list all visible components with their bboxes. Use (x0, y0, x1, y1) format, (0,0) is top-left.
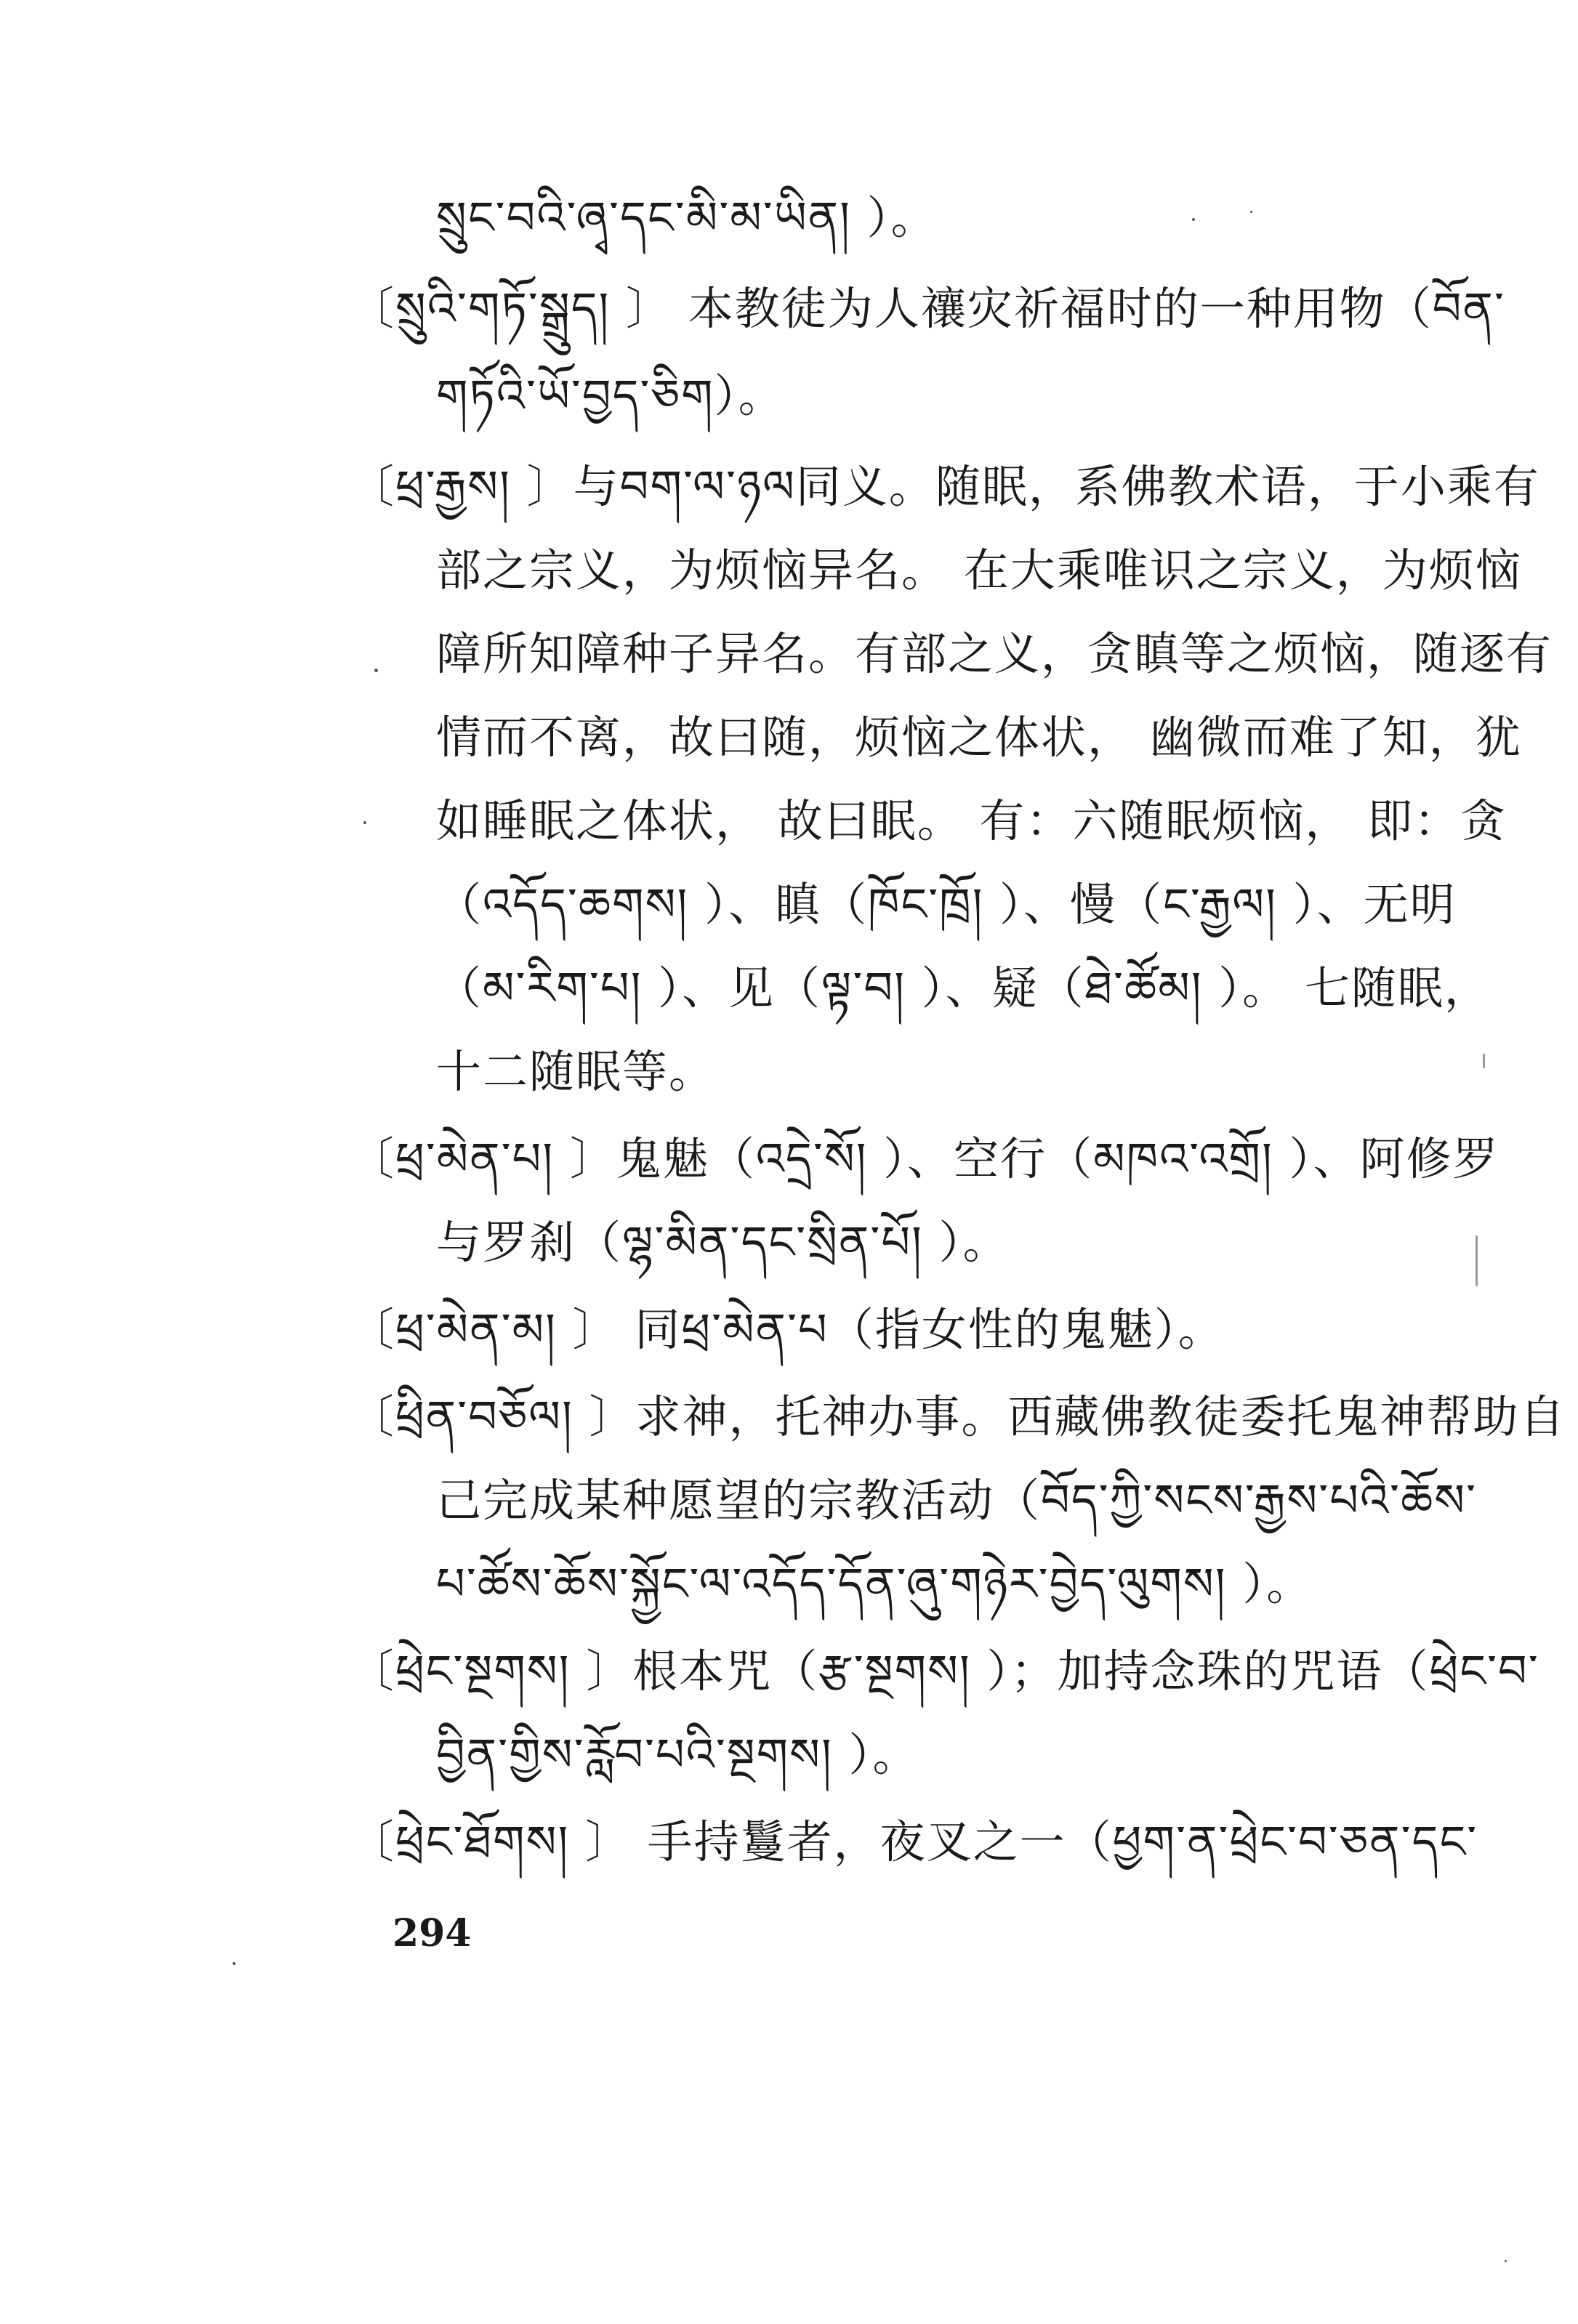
entry-headword-line-4: 〔ཕྲ་རྒྱས། 〕与བག་ལ་ཉལ同义。随眠，系佛教术语，于小乘有 (349, 460, 1540, 513)
scan-mark (1476, 1235, 1478, 1286)
text-line-9: （འདོད་ཆགས། ）、瞋（ཁོང་ཁྲོ། ）、慢（ང་རྒྱལ། ）、无明 (436, 878, 1457, 931)
text-line-16: 己完成某种愿望的宗教活动（བོད་ཀྱི་སངས་རྒྱས་པའི་ཆོས་ (436, 1474, 1478, 1527)
text-line-3: གཏོའི་ཡོ་བྱད་ཅིག）。 (436, 369, 785, 422)
scan-speck (1250, 211, 1252, 213)
scan-speck (233, 1962, 236, 1965)
scan-mark (1483, 1054, 1485, 1068)
scan-speck (374, 669, 378, 672)
entry-headword-line-2: 〔སྲུའི་གཏོ་སྒྲུད། 〕 本教徒为人禳灾祈福时的一种用物（བོན་ (349, 282, 1505, 335)
text-line-7: 情而不离，故曰随，烦恼之体状， 幽微而难了知，犹 (436, 711, 1522, 764)
entry-headword-line-12: 〔ཕྲ་མེན་པ། 〕鬼魅（འདྲེ་སོ། ）、空行（མཁའ་འགྲོ། ）、阿修罗 (349, 1132, 1499, 1185)
entry-headword-line-14: 〔ཕྲ་མེན་མ། 〕 同ཕྲ་མེན་པ（指女性的鬼魅）。 (349, 1303, 1225, 1356)
scan-speck (1505, 2260, 1507, 2262)
entry-headword-line-20: 〔ཕྲེང་ཐོགས། 〕 手持鬘者，夜叉之一（ཕྱག་ན་ཕྲེང་བ་ཅན་དང་ (349, 1815, 1478, 1868)
text-line-10: （མ་རིག་པ། ）、见（ལྟ་བ། ）、疑（ཐེ་ཚོམ། ）。 七随眠， (436, 961, 1491, 1014)
entry-headword-line-15: 〔ཕྲིན་བཅོལ། 〕求神，托神办事。西藏佛教徒委托鬼神帮助自 (349, 1390, 1566, 1443)
text-line-8: 如睡眠之体状， 故曰眠。 有：六随眠烦恼， 即：贪 (436, 794, 1507, 847)
text-line-19: བྱིན་གྱིས་རློབ་པའི་སྔགས། ）。 (436, 1728, 919, 1781)
text-line-17: པ་ཚོས་ཆོས་སྐྱོང་ལ་འདོད་དོན་ཞུ་གཉེར་བྱེད་ལུགས། ）。 (436, 1557, 1313, 1610)
scan-speck (1192, 218, 1195, 221)
text-line-11: 十二随眠等。 (436, 1045, 716, 1098)
entry-headword-line-18: 〔ཕྲེང་སྔགས། 〕根本咒（རྩ་སྔགས། ）；加持念珠的咒语（ཕྲེང་བ་ (349, 1645, 1539, 1698)
text-line-5: 部之宗义，为烦恼异名。 在大乘唯识之宗义，为烦恼 (436, 544, 1522, 597)
text-line-13: 与罗刹（ལྷ་མིན་དང་སྲིན་པོ། ）。 (436, 1216, 1010, 1269)
text-line-1: སྲུང་བའི་ཞྭ་དང་མི་མ་ཡིན། ）。 (436, 191, 938, 244)
scan-speck (363, 821, 366, 824)
text-line-6: 障所知障种子异名。有部之义，贪瞋等之烦恼，随逐有 (436, 627, 1553, 680)
page-number: 294 (393, 1911, 472, 1956)
